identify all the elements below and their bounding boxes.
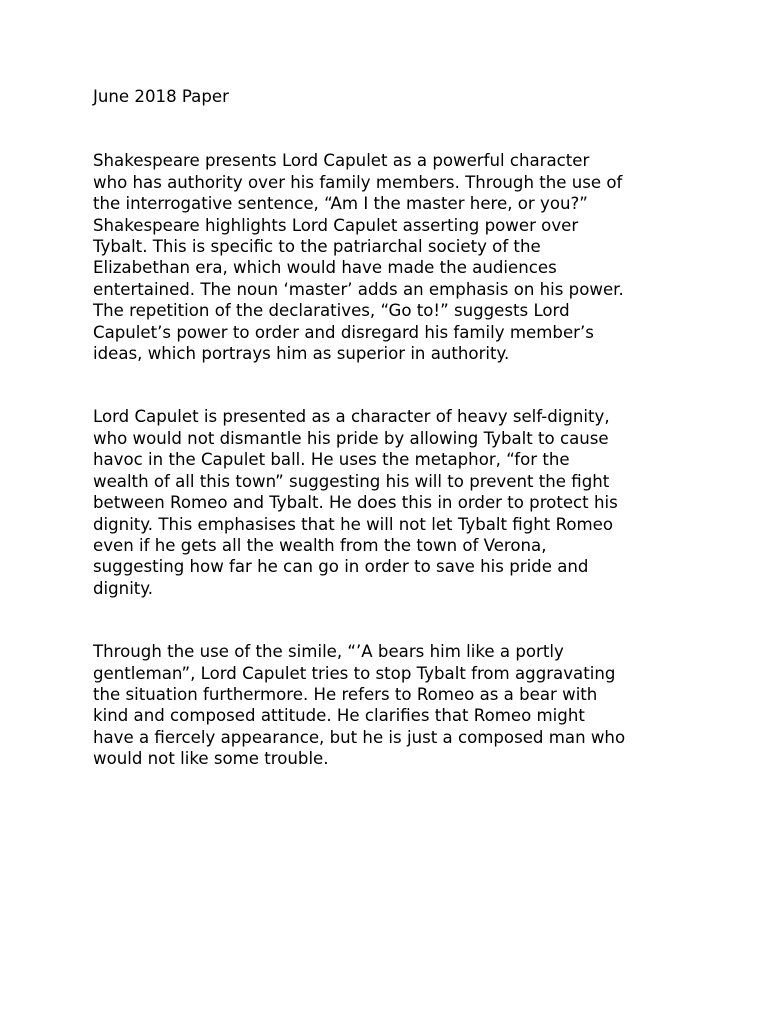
- text-line: gentleman”, Lord Capulet tries to stop Tybalt from aggravating: [93, 663, 616, 683]
- paragraph-1: [93, 150, 683, 364]
- text-line: even if he gets all the wealth from the town of Verona,: [93, 535, 547, 555]
- document-title: June 2018 Paper: [93, 87, 229, 106]
- text-line: Elizabethan era, which would have made the audiences: [93, 258, 557, 278]
- text-line: The repetition of the declaratives, “Go to!” suggests Lord: [93, 301, 570, 321]
- text-line: entertained. The noun ‘master’ adds an emphasis on his power.: [93, 279, 624, 299]
- text-line: Lord Capulet is presented as a character of heavy self-dignity,: [93, 407, 610, 427]
- text-line: Through the use of the simile, “’A bears him like a portly: [93, 642, 564, 662]
- text-line: the situation furthermore. He refers to Romeo as a bear with: [93, 684, 598, 704]
- text-line: ideas, which portrays him as superior in authority.: [93, 344, 510, 364]
- text-line: kind and composed attitude. He clarifies that Romeo might: [93, 706, 585, 726]
- document-body: [93, 86, 683, 770]
- paragraph-3: [93, 641, 683, 769]
- text-line: would not like some trouble.: [93, 749, 329, 769]
- text-line: Capulet’s power to order and disregard his family member’s: [93, 322, 594, 342]
- text-line: Tybalt. This is specific to the patriarchal society of the: [93, 237, 541, 257]
- text-line: who has authority over his family members. Through the use of: [93, 172, 623, 192]
- text-line: Shakespeare presents Lord Capulet as a powerful character: [93, 151, 590, 171]
- text-line: have a fiercely appearance, but he is just a composed man who: [93, 727, 626, 747]
- text-line: dignity.: [93, 578, 154, 598]
- text-line: between Romeo and Tybalt. He does this in order to protect his: [93, 493, 618, 513]
- text-line: who would not dismantle his pride by allowing Tybalt to cause: [93, 428, 609, 448]
- paragraph-2: [93, 406, 683, 599]
- text-line: wealth of all this town” suggesting his will to prevent the fight: [93, 471, 610, 491]
- text-line: havoc in the Capulet ball. He uses the metaphor, “for the: [93, 450, 570, 470]
- text-line: Shakespeare highlights Lord Capulet asserting power over: [93, 215, 579, 235]
- text-line: the interrogative sentence, “Am I the master here, or you?”: [93, 194, 588, 214]
- text-line: dignity. This emphasises that he will not let Tybalt fight Romeo: [93, 514, 614, 534]
- text-line: suggesting how far he can go in order to save his pride and: [93, 557, 589, 577]
